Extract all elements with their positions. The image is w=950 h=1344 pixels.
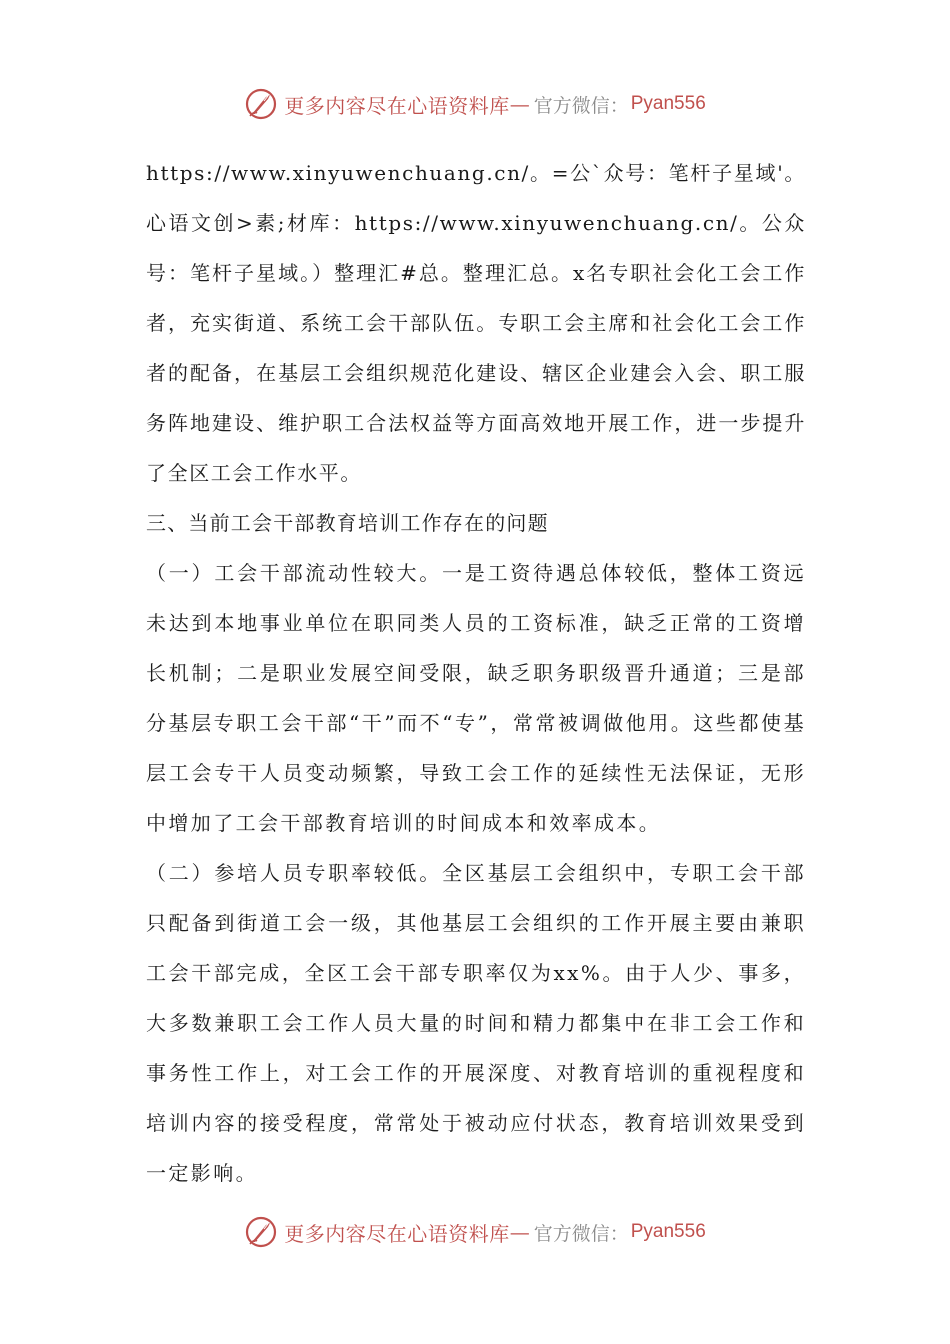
banner-brand-text: 更多内容尽在心语资料库 — [284, 93, 510, 118]
banner-brand-text: 更多内容尽在心语资料库 — [284, 1221, 510, 1246]
quill-pen-icon — [244, 1215, 278, 1249]
banner-wechat-id: Pyan556 — [630, 93, 706, 114]
paragraph-intro: https://www.xinyuwenchuang.cn/。=公`众号：笔杆子星域'。心语文创>素;材库：https://www.xinyuwenchuang.cn/。公众号：笔杆子星域。）整理汇#总。整理汇总。x名专职社会化工会工作者，充实街道、系统工会干部队伍。专职工会主席和社会化工会工作者的配备，在基层工会组织规范化建设、辖区企业建会入会、职工服务阵地建设、维护职工合法权益等方面高效地开展工作，进一步提升了全区工会工作水平。 — [146, 161, 806, 485]
banner-wechat-label: 官方微信： — [533, 94, 629, 117]
header-banner — [0, 84, 950, 124]
quill-pen-icon — [244, 87, 278, 121]
paragraph-item-2: （二）参培人员专职率较低。全区基层工会组织中，专职工会干部只配备到街道工会一级，其他基层工会组织的工作开展主要由兼职工会干部完成，全区工会干部专职率仅为xx%。由于人少、事多，大多数兼职工会工作人员大量的时间和精力都集中在非工会工作和事务性工作上，对工会工作的开展深度、对教育培训的重视程度和培训内容的接受程度，常常处于被动应付状态，教育培训效果受到一定影响。 — [146, 861, 806, 1185]
paragraph-item-1: （一）工会干部流动性较大。一是工资待遇总体较低，整体工资远未达到本地事业单位在职同类人员的工资标准，缺乏正常的工资增长机制；二是职业发展空间受限，缺乏职务职级晋升通道；三是部分基层专职工会干部“干”而不“专”，常常被调做他用。这些都使基层工会专干人员变动频繁，导致工会工作的延续性无法保证，无形中增加了工会干部教育培训的时间成本和效率成本。 — [146, 561, 806, 835]
banner-dash: — — [509, 1220, 530, 1244]
banner-wechat-id: Pyan556 — [630, 1221, 706, 1242]
document-body — [146, 148, 806, 1198]
banner-dash: — — [509, 92, 530, 116]
footer-banner — [0, 1212, 950, 1252]
section-heading: 三、当前工会干部教育培训工作存在的问题 — [146, 511, 549, 535]
banner-wechat-label: 官方微信： — [533, 1222, 629, 1245]
